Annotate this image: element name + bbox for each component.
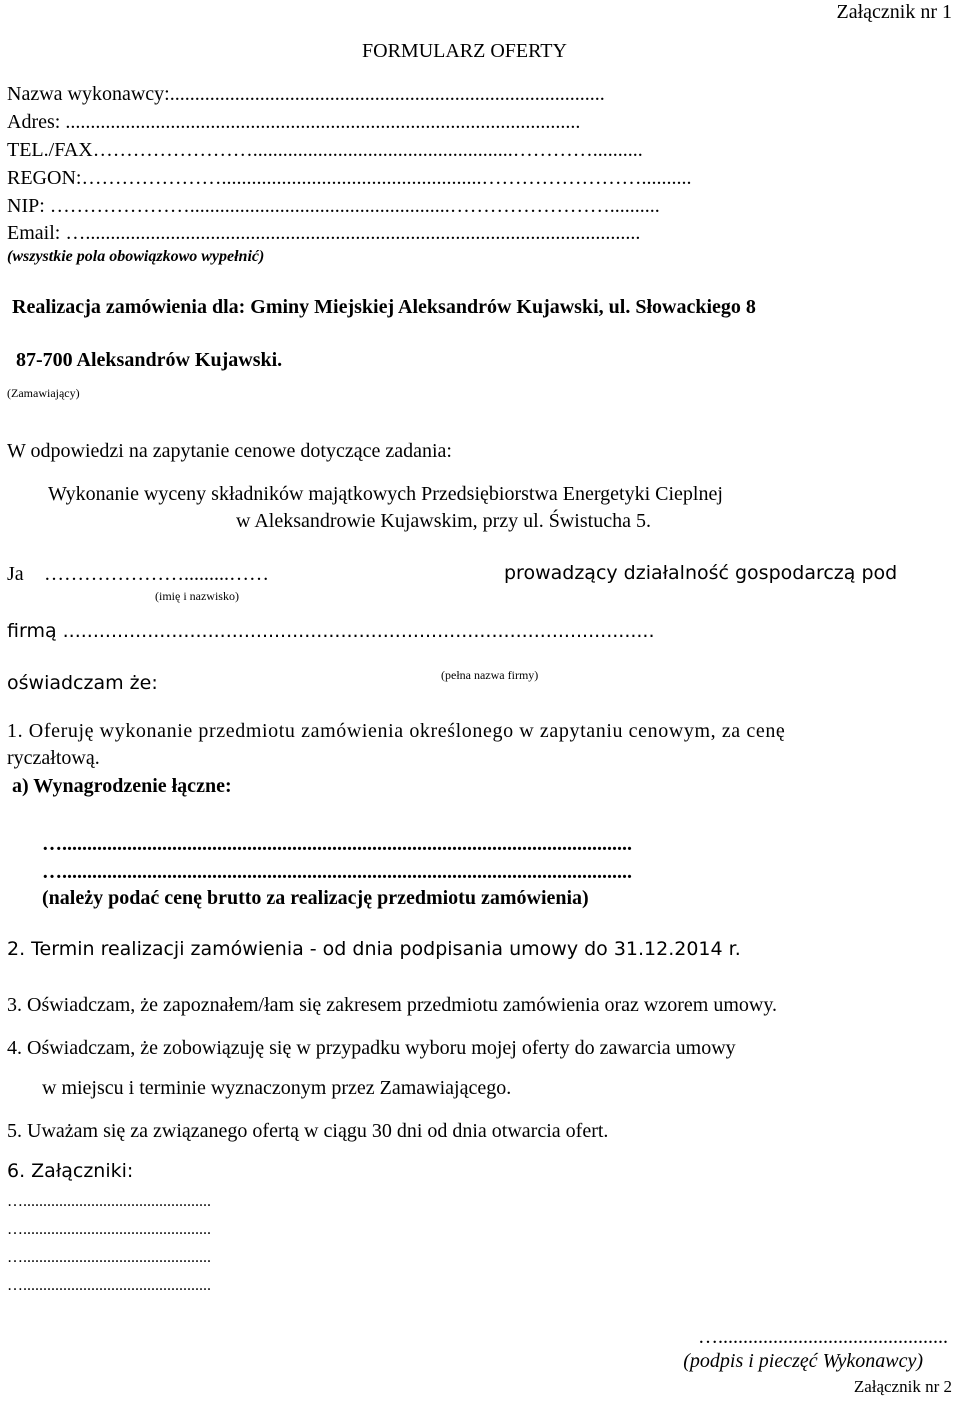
item-1-line2: ryczałtową.: [7, 747, 100, 769]
annex-label-top: Załącznik nr 1: [836, 1, 952, 23]
task-title-line2: w Aleksandrowie Kujawskim, przy ul. Świstucha 5.: [236, 510, 651, 532]
signature-field: …..............................................: [698, 1326, 948, 1348]
contractor-nip-field: NIP: …………………....................................................……………………..........: [7, 195, 660, 217]
contractor-email-field: Email: …...............................................................................................................: [7, 222, 641, 244]
contractor-regon-field: REGON:…………………....................................................……………………..........: [7, 167, 692, 189]
declarant-ja-label: Ja: [7, 563, 24, 585]
contractor-address-field: Adres: .......................................................................................................: [7, 111, 581, 133]
firm-caption: (pełna nazwa firmy): [441, 668, 539, 682]
price-note: (należy podać cenę brutto za realizację przedmiotu zamówienia): [42, 887, 589, 909]
item-1-line1: 1. Oferuję wykonanie przedmiotu zamówienia określonego w zapytaniu cenowym, za cenę: [7, 720, 786, 742]
page-title: FORMULARZ OFERTY: [362, 40, 567, 62]
attachment-line-4: …...............................................: [7, 1277, 211, 1294]
price-field-2: …..................................................................................................................: [42, 861, 632, 883]
inquiry-intro: W odpowiedzi na zapytanie cenowe dotyczące zadania:: [7, 440, 452, 462]
declare-label: oświadczam że:: [7, 672, 158, 694]
mandatory-fields-note: (wszystkie pola obowiązkowo wypełnić): [7, 248, 265, 265]
item-6-attachments: 6. Załączniki:: [7, 1160, 134, 1182]
signature-caption: (podpis i pieczęć Wykonawcy): [683, 1350, 923, 1372]
ordering-party-caption: (Zamawiający): [7, 386, 80, 400]
ordering-party-line2: 87-700 Aleksandrów Kujawski.: [16, 349, 283, 371]
item-5-statement: 5. Uważam się za związanego ofertą w ciągu 30 dni od dnia otwarcia ofert.: [7, 1120, 609, 1142]
ordering-party-line1: Realizacja zamówienia dla: Gminy Miejskiej Aleksandrów Kujawski, ul. Słowackiego 8: [12, 296, 756, 318]
item-2-deadline: 2. Termin realizacji zamówienia - od dnia podpisania umowy do 31.12.2014 r.: [7, 938, 741, 960]
attachment-line-1: …...............................................: [7, 1193, 211, 1210]
price-field-1: …..................................................................................................................: [42, 833, 632, 855]
name-caption: (imię i nazwisko): [155, 589, 239, 603]
item-4-line1: 4. Oświadczam, że zobowiązuję się w przypadku wyboru mojej oferty do zawarcia umowy: [7, 1037, 736, 1059]
declarant-name-field: ………………….........……: [44, 563, 269, 585]
firm-name-field: firmą ..................................................................................................: [7, 620, 655, 642]
item-3-statement: 3. Oświadczam, że zapoznałem/łam się zakresem przedmiotu zamówienia oraz wzorem umowy.: [7, 994, 778, 1016]
contractor-phone-field: TEL./FAX……………………....................................................…………..........: [7, 139, 643, 161]
declarant-business-text: prowadzący działalność gospodarczą pod: [504, 562, 898, 584]
item-4-line2: w miejscu i terminie wyznaczonym przez Zamawiającego.: [42, 1077, 512, 1099]
task-title-line1: Wykonanie wyceny składników majątkowych Przedsiębiorstwa Energetyki Cieplnej: [48, 483, 723, 505]
attachment-line-3: …...............................................: [7, 1249, 211, 1266]
annex-label-bottom: Załącznik nr 2: [853, 1377, 952, 1396]
item-1a-remuneration: a) Wynagrodzenie łączne:: [12, 775, 232, 797]
contractor-name-field: Nazwa wykonawcy:.......................................................................................: [7, 83, 605, 105]
attachment-line-2: …...............................................: [7, 1221, 211, 1238]
